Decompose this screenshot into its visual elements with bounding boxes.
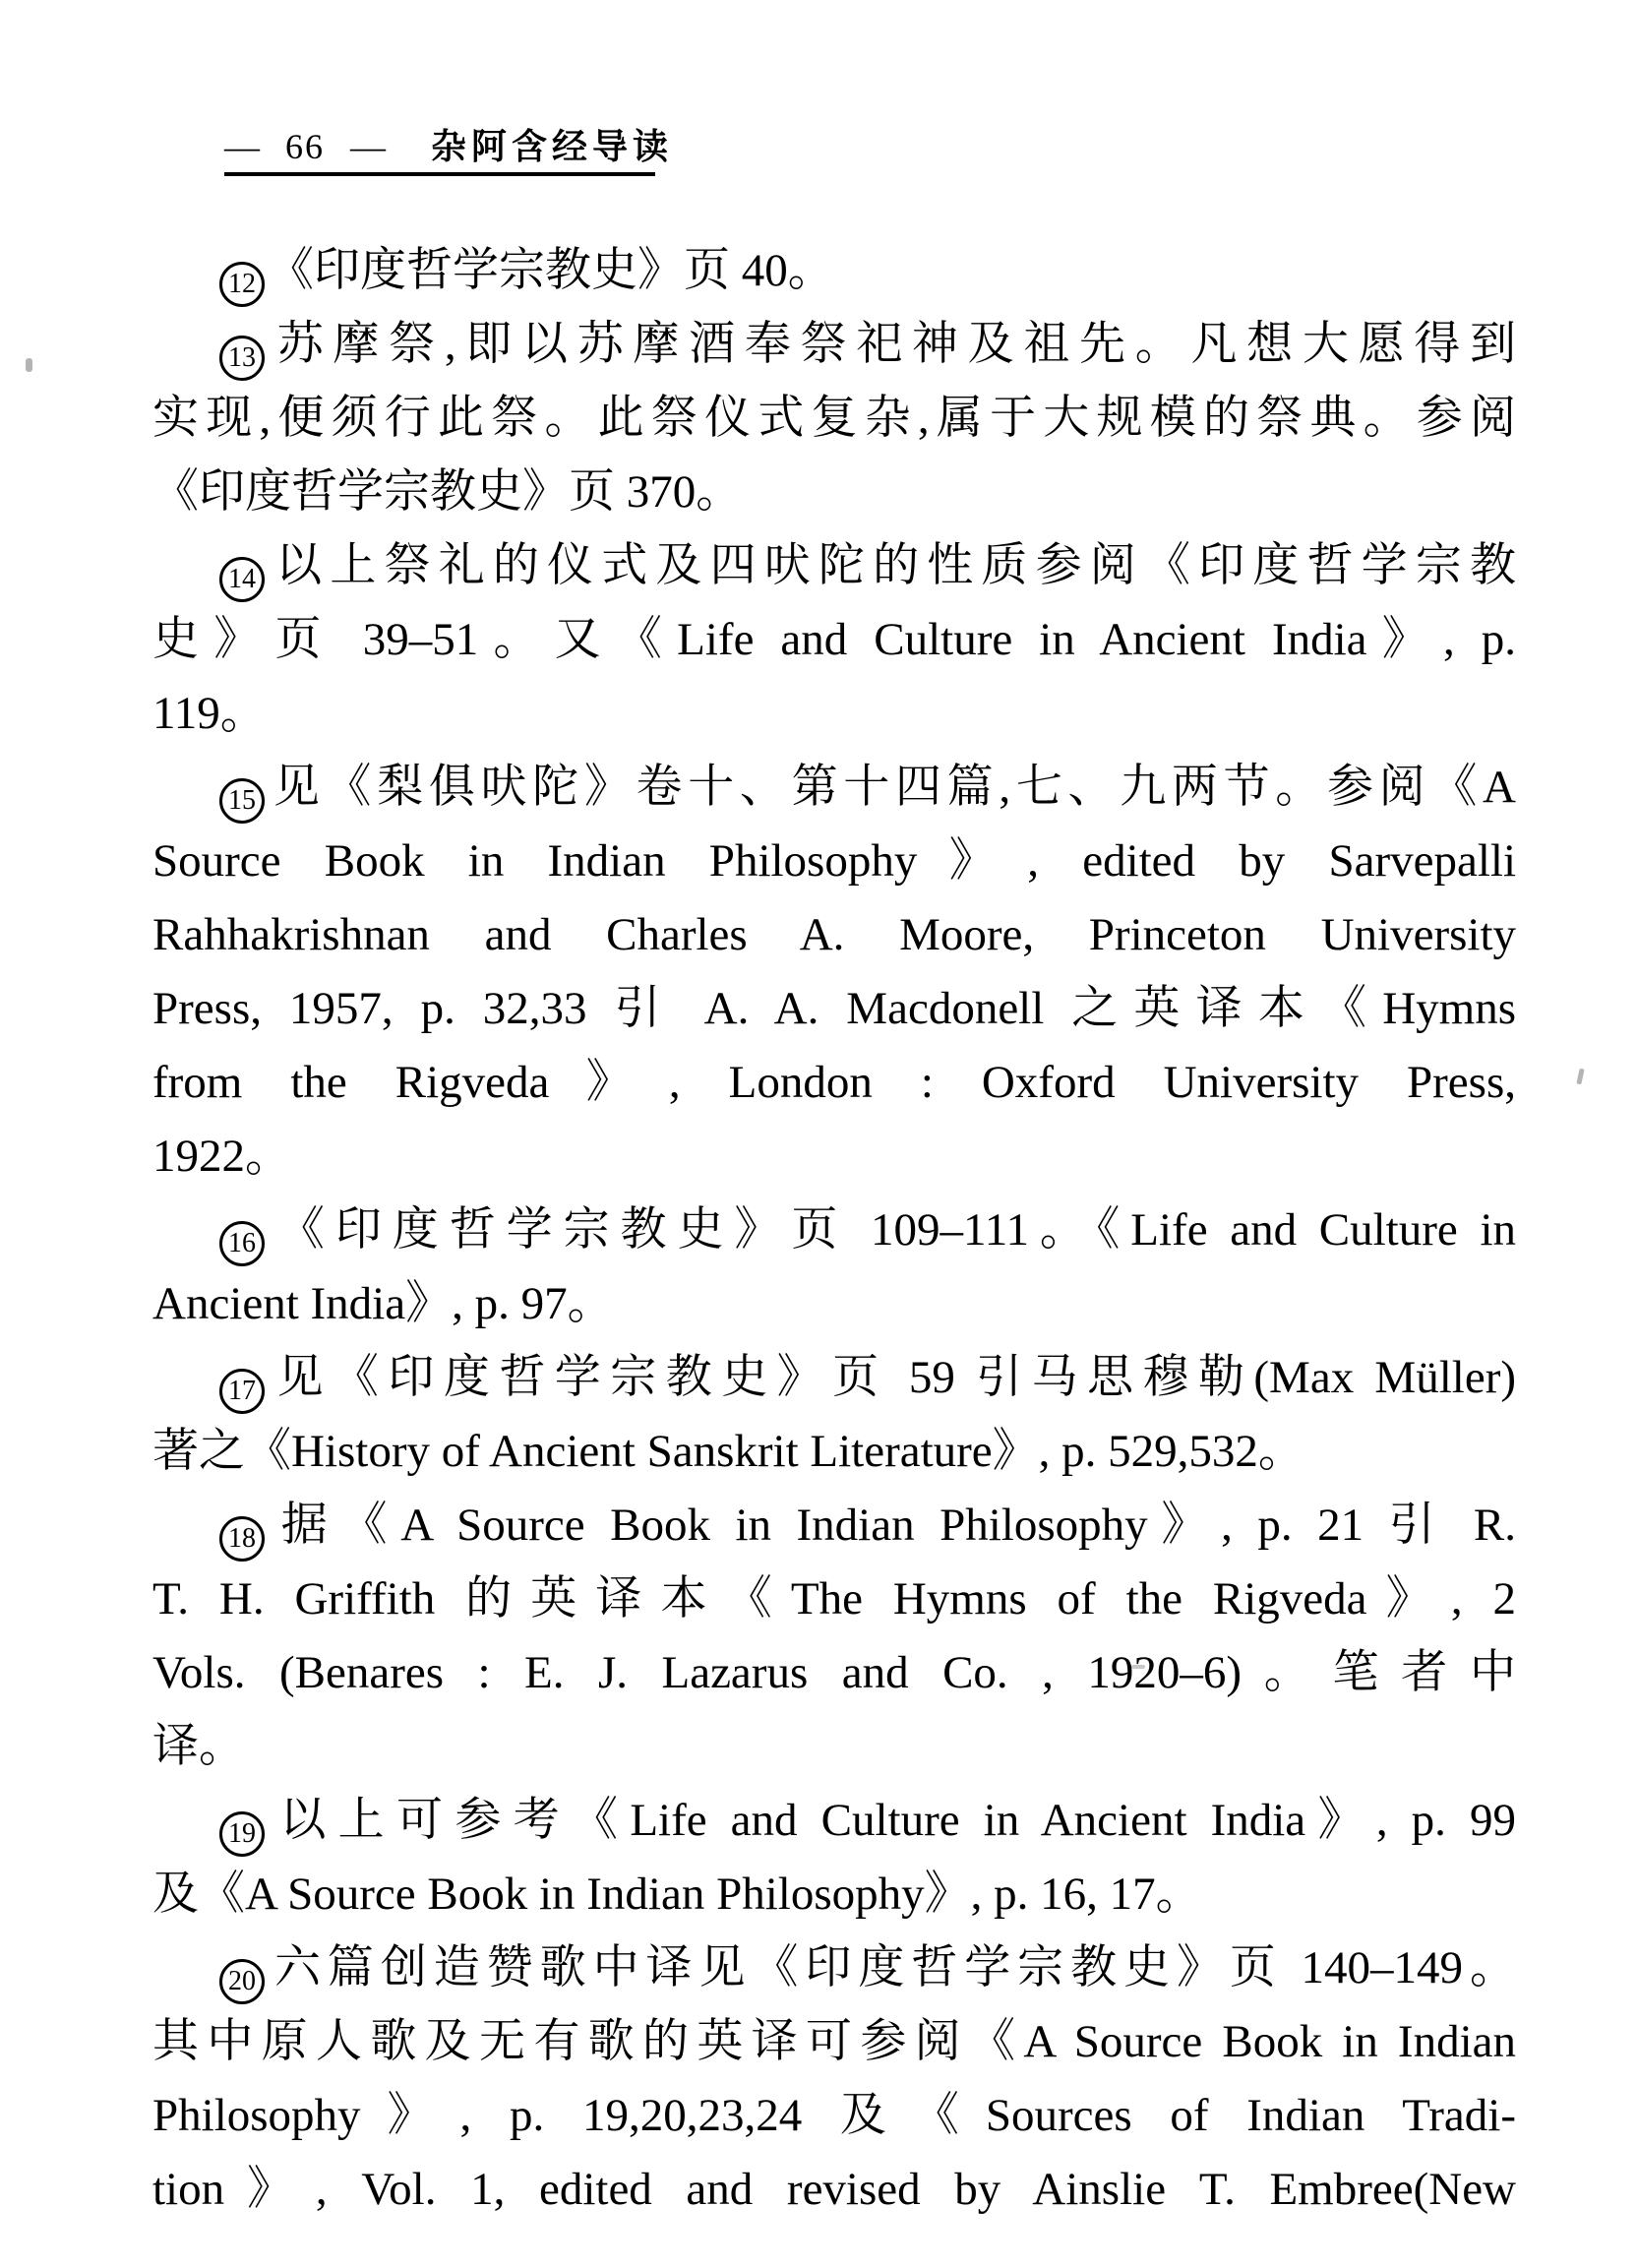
note-13-line-1: 13 苏摩祭,即以苏摩酒奉祭祀神及祖先。凡想大愿得到: [152, 308, 1516, 382]
note-13-line-2: 实现,便须行此祭。此祭仪式复杂,属于大规模的祭典。参阅: [152, 393, 1516, 444]
note-20-line-2: 其中原人歌及无有歌的英译可参阅《A Source Book in Indian: [152, 2016, 1516, 2067]
note-19-line-2: 及《A Source Book in Indian Philosophy》, p. 16, 17。: [152, 1869, 1202, 1920]
note-19-line-1: 19 以上可参考《Life and Culture in Ancient India》, p. 99: [152, 1784, 1516, 1858]
header-rule: [224, 172, 655, 176]
scan-artifact-dots: [1131, 1665, 1145, 1669]
note-number-circle-20: 20: [219, 1959, 265, 2004]
note-14-line-3: 119。: [152, 688, 267, 739]
note-number-circle-15: 15: [219, 778, 265, 824]
endnotes-text-block: [152, 234, 1516, 2227]
note-15-line-2: Source Book in Indian Philosophy》, edited by Sarvepalli: [152, 835, 1516, 887]
scan-artifact-right-margin: [1576, 1069, 1584, 1085]
note-number-circle-13: 13: [219, 336, 265, 381]
header-book-title: 杂阿含经导读: [431, 127, 674, 166]
running-header: [224, 124, 674, 169]
note-number-circle-17: 17: [219, 1369, 265, 1414]
header-dash-left: —: [224, 127, 260, 166]
note-14-line-1: 14 以上祭礼的仪式及四吠陀的性质参阅《印度哲学宗教: [152, 529, 1516, 603]
note-13-line-3: 《印度哲学宗教史》页 370。: [152, 466, 743, 518]
note-number-circle-19: 19: [219, 1811, 265, 1857]
note-15-line-3: Rahhakrishnan and Charles A. Moore, Princeton University: [152, 909, 1516, 960]
header-dash-right: —: [350, 127, 386, 166]
note-12-line-1: 12 《印度哲学宗教史》页 40。: [152, 234, 1516, 308]
note-14-line-2: 史》页 39–51。又《Life and Culture in Ancient India》, p.: [152, 614, 1516, 665]
header-page-number: 66: [285, 127, 325, 166]
note-20-line-3: Philosophy》, p. 19,20,23,24 及《Sources of Indian Tradi-: [152, 2090, 1516, 2141]
note-20-line-4: tion》, Vol. 1, edited and revised by Ainslie T. Embree(New: [152, 2164, 1516, 2215]
scan-artifact-left-margin: [26, 358, 32, 372]
note-15-line-6: 1922。: [152, 1131, 291, 1182]
note-18-line-2: T. H. Griffith 的英译本《The Hymns of the Rigveda》, 2: [152, 1573, 1516, 1624]
note-15-line-4: Press, 1957, p. 32,33 引 A. A. Macdonell 之英译本《Hymns: [152, 983, 1516, 1034]
note-17-line-2: 著之《History of Ancient Sanskrit Literature》, p. 529,532。: [152, 1426, 1304, 1477]
note-17-line-1: 17 见《印度哲学宗教史》页 59 引马思穆勒(Max Müller): [152, 1341, 1516, 1415]
note-number-circle-12: 12: [219, 262, 265, 307]
note-15-line-1: 15 见《梨俱吠陀》卷十、第十四篇,七、九两节。参阅《A: [152, 751, 1516, 825]
note-18-line-1: 18 据《A Source Book in Indian Philosophy》, p. 21 引 R.: [152, 1489, 1516, 1563]
note-16-line-2: Ancient India》, p. 97。: [152, 1278, 614, 1329]
note-18-line-4: 译。: [152, 1721, 245, 1772]
note-16-line-1: 16 《印度哲学宗教史》页 109–111。《Life and Culture in: [152, 1194, 1516, 1267]
note-number-circle-14: 14: [219, 557, 265, 602]
note-18-line-3: Vols. (Benares : E. J. Lazarus and Co. , 1920–6)。笔者中: [152, 1647, 1516, 1698]
note-15-line-5: from the Rigveda》, London : Oxford University Press,: [152, 1057, 1516, 1108]
note-number-circle-16: 16: [219, 1221, 265, 1266]
note-20-line-1: 20 六篇创造赞歌中译见《印度哲学宗教史》页 140–149。: [152, 1931, 1516, 2005]
note-number-circle-18: 18: [219, 1516, 265, 1562]
